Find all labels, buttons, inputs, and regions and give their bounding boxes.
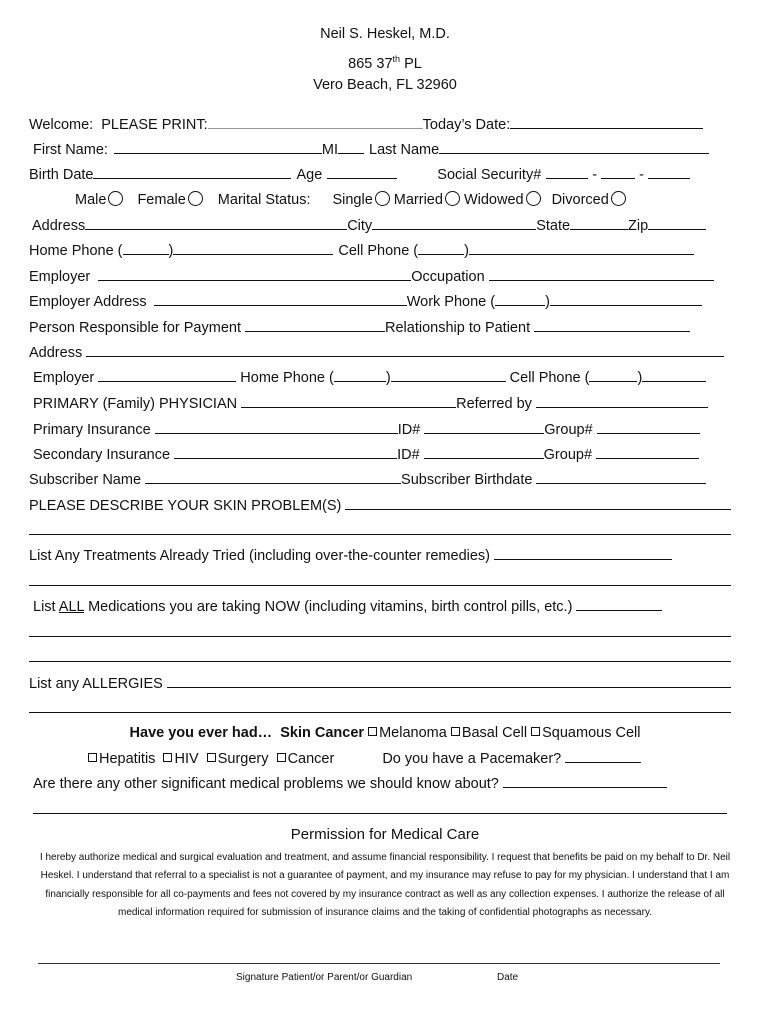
last-name-label: Last Name bbox=[369, 142, 440, 158]
welcome-line bbox=[208, 114, 423, 129]
primary-insurance-label: Primary Insurance bbox=[33, 422, 155, 438]
street-number: 865 37 bbox=[348, 55, 393, 72]
last-name-field[interactable] bbox=[439, 139, 709, 154]
welcome-label: Welcome: PLEASE PRINT: bbox=[29, 117, 208, 133]
secondary-insurance-row bbox=[33, 444, 731, 464]
allergies-label: List any ALLERGIES bbox=[29, 676, 167, 692]
address-row bbox=[32, 215, 731, 235]
cell-phone-area-field[interactable] bbox=[418, 240, 464, 255]
primary-id-field[interactable] bbox=[424, 419, 544, 434]
squamous-cell-label: Squamous Cell bbox=[542, 725, 641, 741]
married-radio[interactable] bbox=[445, 191, 460, 206]
paren-close: ) bbox=[464, 243, 469, 259]
secondary-insurance-label: Secondary Insurance bbox=[33, 447, 175, 463]
welcome-row bbox=[29, 114, 731, 134]
allergies-line-2[interactable] bbox=[29, 712, 731, 713]
home-phone-field[interactable] bbox=[173, 240, 333, 255]
treatments-row bbox=[29, 545, 731, 565]
street-suffix-sup: th bbox=[392, 54, 401, 64]
hiv-checkbox[interactable] bbox=[163, 753, 172, 762]
medications-label: Medications you are taking NOW (including vitamins, birth control pills, etc.) bbox=[84, 599, 577, 615]
todays-date-field[interactable] bbox=[510, 114, 703, 129]
female-label: Female bbox=[137, 192, 186, 208]
physician-row bbox=[33, 393, 731, 413]
treatments-line-2[interactable] bbox=[29, 585, 731, 586]
mi-label: MI bbox=[321, 142, 339, 158]
pacemaker-label: Do you have a Pacemaker? bbox=[382, 751, 566, 767]
divorced-radio[interactable] bbox=[611, 191, 626, 206]
referred-by-field[interactable] bbox=[536, 393, 708, 408]
surgery-checkbox[interactable] bbox=[207, 753, 216, 762]
married-label: Married bbox=[393, 192, 443, 208]
primary-group-field[interactable] bbox=[597, 419, 700, 434]
skin-problem-field[interactable] bbox=[345, 495, 731, 510]
medications-field[interactable] bbox=[576, 596, 662, 611]
subscriber-birthdate-label: Subscriber Birthdate bbox=[401, 472, 537, 488]
cancer-label: Cancer bbox=[287, 751, 335, 767]
medications-prefix: List bbox=[33, 599, 59, 615]
ssn-label: Social Security# bbox=[437, 167, 542, 183]
melanoma-checkbox[interactable] bbox=[368, 727, 377, 736]
birth-date-label: Birth Date bbox=[29, 167, 94, 183]
birth-date-field[interactable] bbox=[93, 164, 291, 179]
other-problems-row bbox=[33, 773, 731, 793]
secondary-group-label: Group# bbox=[543, 447, 597, 463]
phone-row bbox=[29, 240, 731, 260]
relationship-field[interactable] bbox=[534, 317, 690, 332]
basal-cell-label: Basal Cell bbox=[461, 725, 532, 741]
single-radio[interactable] bbox=[375, 191, 390, 206]
widowed-label: Widowed bbox=[463, 192, 524, 208]
allergies-row bbox=[29, 673, 731, 693]
responsible-home-phone-label: Home Phone ( bbox=[236, 370, 334, 386]
male-radio[interactable] bbox=[108, 191, 123, 206]
person-responsible-label: Person Responsible for Payment bbox=[29, 320, 245, 336]
responsible-row bbox=[29, 317, 731, 337]
todays-date-label: Today’s Date: bbox=[422, 117, 511, 133]
employer-address-row bbox=[29, 291, 731, 311]
squamous-cell-checkbox[interactable] bbox=[531, 727, 540, 736]
home-phone-area-field[interactable] bbox=[123, 240, 169, 255]
male-label: Male bbox=[75, 192, 107, 208]
primary-insurance-field[interactable] bbox=[155, 419, 398, 434]
state-label: State bbox=[536, 218, 571, 234]
medications-line-2[interactable] bbox=[29, 636, 731, 637]
home-phone-label: Home Phone ( bbox=[29, 243, 123, 259]
referred-by-label: Referred by bbox=[456, 396, 536, 412]
primary-insurance-row bbox=[33, 419, 731, 439]
paren-close: ) bbox=[168, 243, 174, 259]
secondary-insurance-field[interactable] bbox=[174, 444, 397, 459]
age-field[interactable] bbox=[327, 164, 397, 179]
employer-field[interactable] bbox=[98, 266, 411, 281]
secondary-id-label: ID# bbox=[397, 447, 424, 463]
responsible-employer-field[interactable] bbox=[98, 367, 236, 382]
other-problems-field[interactable] bbox=[503, 773, 667, 788]
ssn-part3-field[interactable] bbox=[648, 164, 690, 179]
secondary-group-field[interactable] bbox=[596, 444, 699, 459]
occupation-label: Occupation bbox=[411, 269, 489, 285]
city-state-zip: Vero Beach, FL 32960 bbox=[313, 77, 457, 93]
subscriber-row bbox=[29, 469, 731, 489]
relationship-label: Relationship to Patient bbox=[385, 320, 535, 336]
history-row-2 bbox=[88, 748, 731, 768]
employer-address-label: Employer Address bbox=[29, 294, 151, 310]
surgery-label: Surgery bbox=[217, 751, 277, 767]
city-field[interactable] bbox=[372, 215, 536, 230]
responsible-cell-area-field[interactable] bbox=[589, 367, 637, 382]
zip-label: Zip bbox=[628, 218, 649, 234]
state-field[interactable] bbox=[570, 215, 628, 230]
employer-address-field[interactable] bbox=[154, 291, 407, 306]
treatments-field[interactable] bbox=[494, 545, 672, 560]
other-problems-label: Are there any other significant medical problems we should know about? bbox=[33, 776, 503, 792]
age-label: Age bbox=[296, 167, 323, 183]
responsible-employer-label: Employer bbox=[33, 370, 99, 386]
responsible-address-field[interactable] bbox=[86, 342, 724, 357]
name-row bbox=[33, 139, 731, 159]
responsible-cell-phone-field[interactable] bbox=[642, 367, 706, 382]
responsible-address-label: Address bbox=[29, 345, 87, 361]
subscriber-birthdate-field[interactable] bbox=[536, 469, 706, 484]
history-row-1 bbox=[0, 723, 770, 743]
first-name-field[interactable] bbox=[114, 139, 322, 154]
ssn-dash: - bbox=[635, 167, 649, 183]
signature-line[interactable] bbox=[38, 963, 720, 964]
employer-label: Employer bbox=[29, 269, 95, 285]
city-label: City bbox=[347, 218, 373, 234]
subscriber-name-label: Subscriber Name bbox=[29, 472, 146, 488]
work-phone-label: Work Phone ( bbox=[406, 294, 496, 310]
doctor-name: Neil S. Heskel, M.D. bbox=[320, 26, 450, 42]
single-label: Single bbox=[332, 192, 373, 208]
primary-physician-field[interactable] bbox=[241, 393, 456, 408]
primary-id-label: ID# bbox=[397, 422, 425, 438]
widowed-radio[interactable] bbox=[526, 191, 541, 206]
street-address bbox=[0, 50, 770, 73]
signature-date-label: Date bbox=[497, 972, 519, 983]
have-you-ever-had-label: Have you ever had… Skin Cancer bbox=[129, 725, 369, 741]
address-label: Address bbox=[32, 218, 86, 234]
medications-line-3[interactable] bbox=[29, 661, 731, 662]
cancer-checkbox[interactable] bbox=[277, 753, 286, 762]
other-problems-line-2[interactable] bbox=[33, 813, 727, 814]
hepatitis-checkbox[interactable] bbox=[88, 753, 97, 762]
pacemaker-field[interactable] bbox=[565, 748, 641, 763]
basal-cell-checkbox[interactable] bbox=[451, 727, 460, 736]
skin-problem-line-2[interactable] bbox=[29, 534, 731, 535]
ssn-dash: - bbox=[588, 167, 602, 183]
skin-problem-label: PLEASE DESCRIBE YOUR SKIN PROBLEM(S) bbox=[29, 498, 346, 514]
paren-close: ) bbox=[385, 370, 391, 386]
paren-close: ) bbox=[637, 370, 643, 386]
permission-title: Permission for Medical Care bbox=[290, 826, 480, 843]
street-type: PL bbox=[400, 55, 422, 72]
employer-row bbox=[29, 266, 731, 286]
cell-phone-label: Cell Phone ( bbox=[338, 243, 419, 259]
medications-all: ALL bbox=[58, 599, 85, 615]
paren-close: ) bbox=[545, 294, 550, 310]
treatments-label: List Any Treatments Already Tried (including over-the-counter remedies) bbox=[29, 548, 495, 564]
subscriber-name-field[interactable] bbox=[145, 469, 401, 484]
responsible-home-area-field[interactable] bbox=[334, 367, 386, 382]
work-phone-field[interactable] bbox=[550, 291, 702, 306]
address-field[interactable] bbox=[85, 215, 347, 230]
primary-physician-label: PRIMARY (Family) PHYSICIAN bbox=[33, 396, 242, 412]
first-name-label: First Name: bbox=[33, 142, 108, 158]
divorced-label: Divorced bbox=[551, 192, 609, 208]
female-radio[interactable] bbox=[188, 191, 203, 206]
ssn-part2-field[interactable] bbox=[601, 164, 635, 179]
mi-field[interactable] bbox=[338, 139, 364, 154]
responsible-cell-phone-label: Cell Phone ( bbox=[505, 370, 590, 386]
work-phone-area-field[interactable] bbox=[495, 291, 545, 306]
primary-group-label: Group# bbox=[544, 422, 597, 438]
allergies-field[interactable] bbox=[167, 673, 731, 688]
melanoma-label: Melanoma bbox=[379, 725, 451, 741]
skin-problem-row bbox=[29, 495, 731, 515]
ssn-part1-field[interactable] bbox=[546, 164, 588, 179]
responsible-address-row bbox=[29, 342, 731, 362]
hiv-label: HIV bbox=[174, 751, 207, 767]
zip-field[interactable] bbox=[648, 215, 706, 230]
gender-marital-row bbox=[75, 190, 731, 210]
person-responsible-field[interactable] bbox=[245, 317, 385, 332]
responsible-employer-row bbox=[33, 367, 731, 387]
occupation-field[interactable] bbox=[489, 266, 714, 281]
signature-label: Signature Patient/or Parent/or Guardian bbox=[236, 972, 413, 983]
marital-status-label: Marital Status: bbox=[217, 192, 311, 208]
birth-row bbox=[29, 164, 731, 184]
cell-phone-field[interactable] bbox=[469, 240, 694, 255]
permission-text: I hereby authorize medical and surgical evaluation and treatment, and assume financial responsibility. I request that benefits be paid on my behalf to Dr. Neil Heskel. I understand that referral to a specialist is not a guarantee of payment, and my insurance may refuse to pay for my physician. I understand that I am financially responsible for all co-payments and fees not covered by my insurance contract as well as any collection expenses. I authorize the release of all medical information required for submission of insurance claims and the taking of confidential photographs as necessary. bbox=[39, 852, 731, 918]
hepatitis-label: Hepatitis bbox=[99, 751, 164, 767]
secondary-id-field[interactable] bbox=[424, 444, 544, 459]
medications-row bbox=[33, 596, 731, 616]
responsible-home-phone-field[interactable] bbox=[391, 367, 506, 382]
